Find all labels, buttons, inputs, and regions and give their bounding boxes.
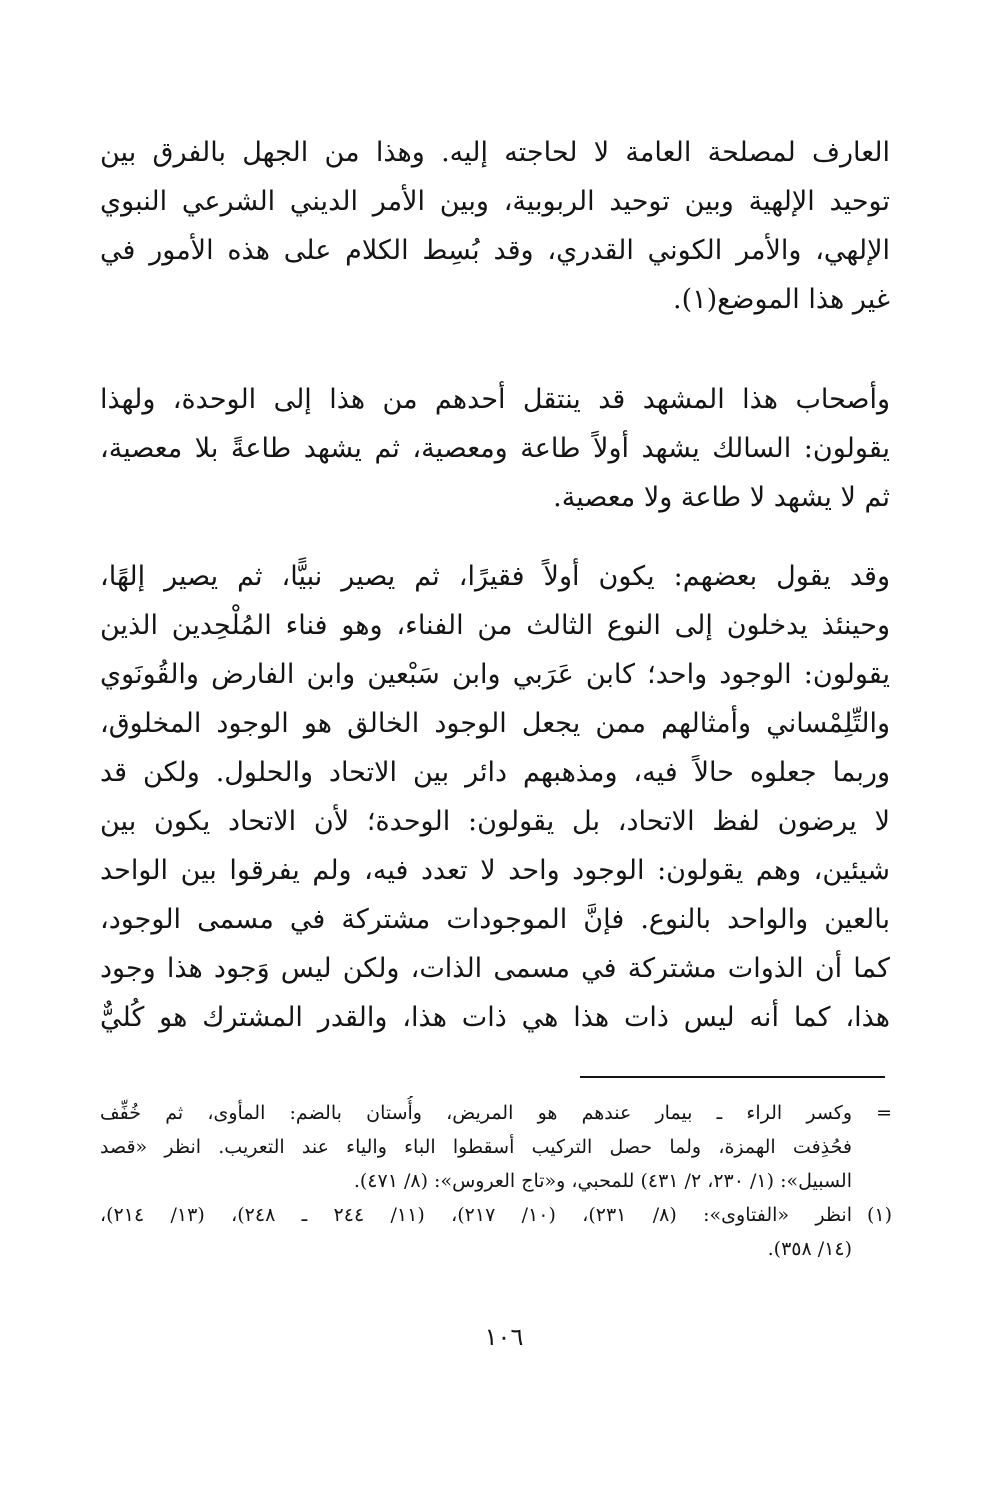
text-line: وحينئذ يدخلون إلى النوع الثالث من الفناء، وهو فناء المُلْحِدين الذين bbox=[100, 610, 890, 641]
footnote-continuation bbox=[100, 1096, 892, 1198]
text-line: وأصحاب هذا المشهد قد ينتقل أحدهم من هذا إلى الوحدة، ولهذا bbox=[100, 384, 890, 415]
paragraph-1 bbox=[100, 128, 890, 324]
page-number: ١٠٦ bbox=[484, 1323, 524, 1351]
footnote-marker: (١) bbox=[866, 1204, 892, 1226]
text-line: يقولون: السالك يشهد أولاً طاعة ومعصية، ثم يشهد طاعةً بلا معصية، bbox=[100, 433, 890, 464]
footnote-line: (١٤/ ٣٥٨). bbox=[767, 1238, 852, 1260]
text-line: العارف لمصلحة العامة لا لحاجته إليه. وهذا من الجهل بالفرق بين bbox=[100, 137, 890, 168]
text-line: كما أن الذوات مشتركة في مسمى الذات، ولكن ليس وَجود هذا وجود bbox=[100, 953, 890, 984]
footnote-line: انظر «الفتاوى»: (٨/ ٢٣١)، (١٠/ ٢١٧)، (١١/ ٢٤٤ ـ ٢٤٨)، (١٣/ ٢١٤)، bbox=[100, 1204, 852, 1226]
text-line: وربما جعلوه حالاً فيه، ومذهبهم دائر بين الاتحاد والحلول. ولكن قد bbox=[100, 757, 890, 788]
text-line: هذا، كما أنه ليس ذات هذا هي ذات هذا، والقدر المشترك هو كُليٌّ bbox=[100, 1002, 890, 1033]
footnote-line: وكسر الراء ـ بيمار عندهم هو المريض، وأُستان بالضم: المأوى، ثم خُفِّف bbox=[100, 1102, 852, 1124]
footnote-line: السبيل»: (١/ ٢٣٠، ٢/ ٤٣١) للمحبي، و«تاج العروس»: (٨/ ٤٧١). bbox=[353, 1170, 852, 1192]
text-line: وقد يقول بعضهم: يكون أولاً فقيرًا، ثم يصير نبيًّا، ثم يصير إلهًا، bbox=[100, 561, 890, 592]
text-line: يقولون: الوجود واحد؛ كابن عَرَبي وابن سَبْعين وابن الفارض والقُونَوي bbox=[100, 659, 890, 690]
footnote-1 bbox=[100, 1198, 892, 1266]
text-line: شيئين، وهم يقولون: الوجود واحد لا تعدد فيه، ولم يفرقوا بين الواحد bbox=[100, 855, 890, 886]
text-line: ثم لا يشهد لا طاعة ولا معصية. bbox=[553, 482, 890, 513]
footnote-marker: = bbox=[876, 1102, 892, 1124]
text-line: الإلهي، والأمر الكوني القدري، وقد بُسِط الكلام على هذه الأمور في bbox=[100, 235, 890, 266]
text-line: والتِّلِمْساني وأمثالهم ممن يجعل الوجود الخالق هو الوجود المخلوق، bbox=[100, 708, 890, 739]
footnote-line: فحُذِفت الهمزة، ولما حصل التركيب أسقطوا الباء والياء عند التعريب. انظر «قصد bbox=[100, 1136, 852, 1158]
paragraph-2 bbox=[100, 375, 890, 522]
text-line: لا يرضون لفظ الاتحاد، بل يقولون: الوحدة؛ لأن الاتحاد يكون بين bbox=[100, 806, 890, 837]
text-line: بالعين والواحد بالنوع. فإنَّ الموجودات مشتركة في مسمى الوجود، bbox=[100, 904, 890, 935]
text-line: غير هذا الموضع(١). bbox=[673, 284, 890, 315]
paragraph-3 bbox=[100, 552, 890, 1042]
text-line: توحيد الإلهية وبين توحيد الربوبية، وبين الأمر الديني الشرعي النبوي bbox=[100, 186, 890, 217]
footnote-separator bbox=[580, 1076, 885, 1078]
